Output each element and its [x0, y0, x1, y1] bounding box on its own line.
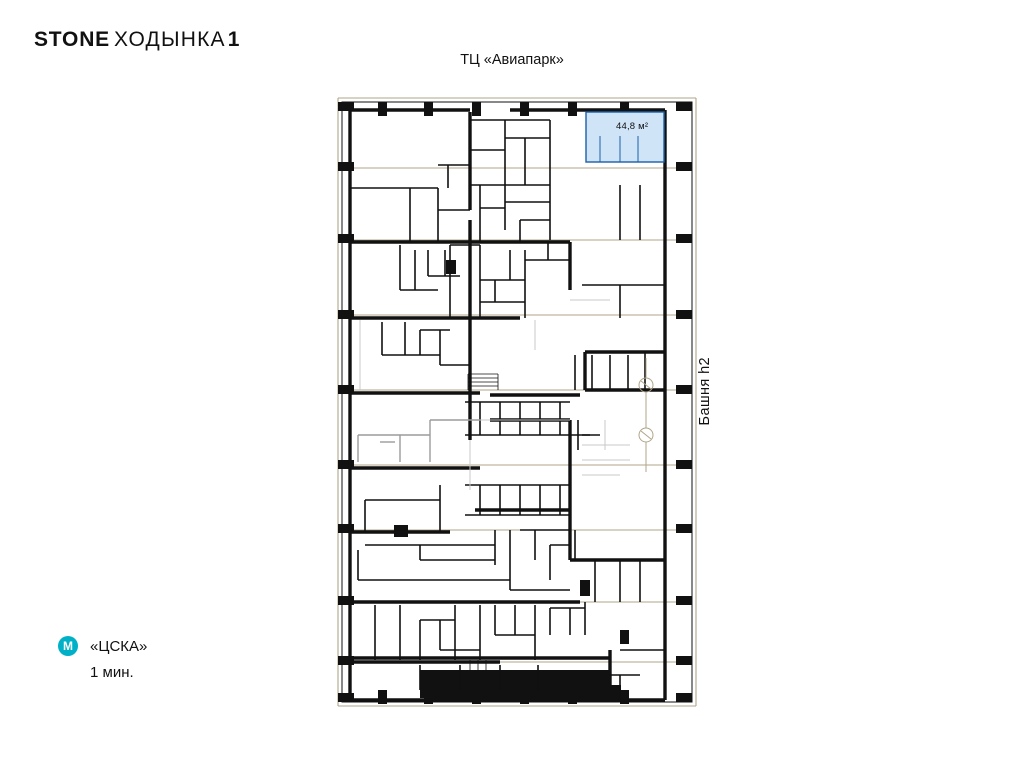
- metro-walk-time: 1 мин.: [90, 664, 134, 681]
- metro-info: [58, 636, 268, 681]
- logo-project-text: ХОДЫНКА: [113, 28, 226, 51]
- metro-station-name: «ЦСКА»: [90, 637, 148, 655]
- logo-number-text: 1: [227, 28, 240, 51]
- logo-brand-text: STONE: [34, 28, 110, 51]
- floor-plan: [320, 90, 710, 715]
- page-title: ТЦ «Авиапарк»: [460, 52, 564, 68]
- unit-area-label: 44,8 м²: [616, 121, 649, 132]
- metro-m-icon: M: [58, 636, 78, 656]
- tower-label: Башня h2: [697, 357, 713, 426]
- highlighted-unit: [586, 112, 664, 162]
- brand-logo: [34, 28, 240, 52]
